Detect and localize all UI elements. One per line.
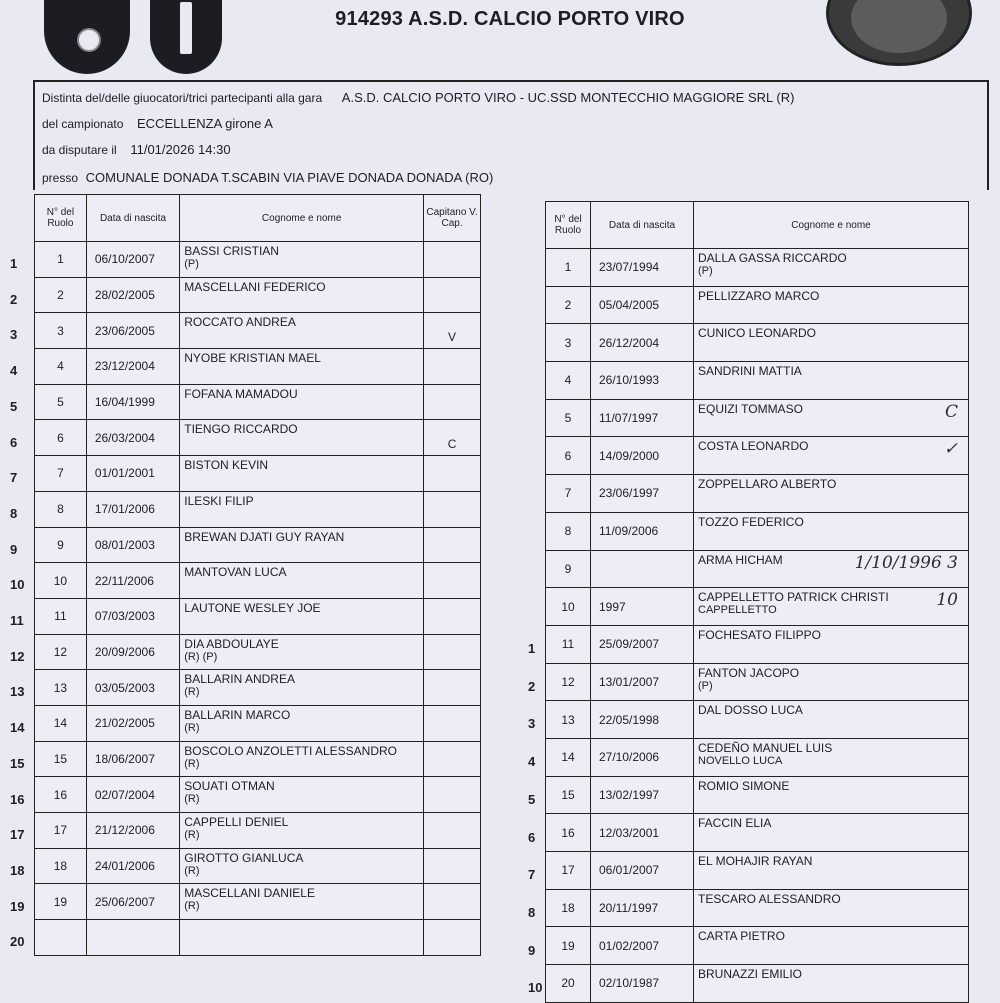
row-marker: 4 (528, 754, 536, 770)
birth-date: 22/11/2006 (86, 563, 179, 599)
player-name-text: MASCELLANI FEDERICO (184, 279, 326, 294)
birth-date: 12/03/2001 (591, 814, 694, 852)
table-row (35, 420, 481, 456)
role-number: 17 (546, 852, 591, 890)
role-number: 10 (546, 588, 591, 626)
row-marker: 12 (10, 648, 25, 664)
table-row (35, 242, 481, 278)
birth-date: 03/05/2003 (86, 670, 179, 706)
player-name (180, 491, 424, 527)
table-row (35, 884, 481, 920)
captain-mark: C (424, 420, 481, 456)
table-row (35, 456, 481, 492)
player-name-text: CAPPELLETTO PATRICK CHRISTI (698, 590, 889, 605)
birth-date: 28/02/2005 (86, 277, 179, 313)
player-name-text: DAL DOSSO LUCA (698, 703, 803, 718)
birth-date: 07/03/2003 (86, 598, 179, 634)
role-number: 3 (546, 324, 591, 362)
player-name (694, 437, 969, 475)
row-marker: 19 (10, 898, 25, 914)
birth-date: 18/06/2007 (86, 741, 179, 777)
role-number: 5 (35, 384, 87, 420)
player-name (694, 663, 969, 701)
player-name (694, 362, 969, 400)
player-name (180, 563, 424, 599)
player-name (180, 634, 424, 670)
player-name (694, 852, 969, 890)
table-row (35, 670, 481, 706)
player-name (694, 588, 969, 626)
birth-date: 23/12/2004 (86, 349, 179, 385)
table-row (546, 852, 969, 890)
birth-date: 25/09/2007 (591, 625, 694, 663)
player-name (180, 777, 424, 813)
role-number (35, 920, 87, 956)
birth-date: 26/03/2004 (86, 420, 179, 456)
player-name-text: DALLA GASSA RICCARDO (698, 251, 847, 265)
player-name-text: FOCHESATO FILIPPO (698, 627, 821, 642)
role-number: 12 (35, 634, 87, 670)
player-role-tag: (R) (184, 829, 200, 841)
table-row (35, 349, 481, 385)
table-row (546, 965, 969, 1003)
col-header-captain: Capitano V. Cap. (424, 195, 481, 242)
captain-mark (424, 491, 481, 527)
row-marker: 15 (10, 755, 25, 771)
role-number: 8 (35, 491, 87, 527)
row-marker: 5 (528, 791, 536, 807)
player-name (694, 965, 969, 1003)
birth-date: 06/10/2007 (86, 242, 179, 278)
federation-crest-icon (150, 0, 222, 74)
player-name-text: ZOPPELLARO ALBERTO (698, 477, 837, 492)
player-name-text: BRUNAZZI EMILIO (698, 967, 803, 982)
row-marker: 17 (10, 827, 25, 843)
role-number: 11 (35, 598, 87, 634)
home-roster-table (34, 194, 481, 956)
col-header-name: Cognome e nome (180, 195, 424, 242)
player-name (180, 313, 424, 349)
role-number: 14 (35, 705, 87, 741)
table-row (35, 741, 481, 777)
table-row (35, 634, 481, 670)
stamp-seal-icon (826, 0, 972, 66)
player-name (694, 701, 969, 739)
birth-date (591, 550, 694, 588)
role-number: 12 (546, 663, 591, 701)
row-marker: 20 (10, 934, 25, 950)
birth-date: 1997 (591, 588, 694, 626)
player-name (180, 705, 424, 741)
table-row (546, 776, 969, 814)
player-name-text: TIENGO RICCARDO (184, 422, 298, 437)
birth-date: 24/01/2006 (86, 848, 179, 884)
player-name-text: SOUATI OTMAN (184, 779, 275, 794)
player-name (180, 277, 424, 313)
captain-mark (424, 920, 481, 956)
table-row (35, 598, 481, 634)
player-role-tag: NOVELLO LUCA (698, 754, 783, 767)
player-name (180, 670, 424, 706)
player-name (694, 776, 969, 814)
player-name (694, 550, 969, 588)
table-row (546, 701, 969, 739)
player-name-text: MASCELLANI DANIELE (184, 886, 315, 901)
birth-date: 02/10/1987 (591, 965, 694, 1003)
table-row (546, 814, 969, 852)
player-role-tag: (P) (698, 265, 713, 277)
row-marker: 9 (10, 541, 18, 557)
handwritten-note: ✓ (943, 439, 958, 460)
birth-date: 13/01/2007 (591, 663, 694, 701)
player-role-tag: (R) (P) (184, 650, 218, 663)
player-name-text: TOZZO FEDERICO (698, 514, 804, 529)
handwritten-note: C (944, 401, 958, 422)
player-name (694, 249, 969, 287)
player-name-text: COSTA LEONARDO (698, 439, 809, 454)
table-row (546, 663, 969, 701)
player-name (694, 512, 969, 550)
player-name (694, 399, 969, 437)
role-number: 19 (35, 884, 87, 920)
handwritten-note: 10 (936, 590, 958, 611)
role-number: 20 (546, 965, 591, 1003)
row-marker: 1 (10, 256, 18, 271)
player-name (180, 242, 424, 278)
role-number: 15 (546, 776, 591, 814)
captain-mark (424, 563, 481, 599)
captain-mark (424, 777, 481, 813)
meta-line-date: da disputare il 11/01/2026 14:30 (42, 142, 231, 157)
row-marker: 7 (528, 867, 536, 883)
birth-date: 25/06/2007 (86, 884, 179, 920)
table-row (35, 848, 481, 884)
player-role-tag: CAPPELLETTO (698, 604, 777, 617)
player-name-text: BALLARIN MARCO (184, 707, 291, 722)
player-name (694, 324, 969, 362)
player-role-tag: (R) (184, 864, 200, 877)
player-role-tag: (R) (184, 900, 200, 913)
birth-date: 23/06/2005 (86, 313, 179, 349)
table-row (35, 563, 481, 599)
player-role-tag: (R) (184, 721, 200, 734)
birth-date (86, 920, 179, 956)
player-name (180, 527, 424, 563)
player-name-text: FACCIN ELIA (698, 816, 772, 831)
table-row (546, 362, 969, 400)
birth-date: 16/04/1999 (86, 384, 179, 420)
player-name-text: CARTA PIETRO (698, 929, 785, 944)
row-marker: 4 (10, 363, 18, 379)
meta-line-match: Distinta del/delle giuocatori/trici partecipanti alla gara A.S.D. CALCIO PORTO VIRO - UC.SSD MONTECCHIO MAGGIORE SRL (R) (42, 90, 795, 105)
role-number: 8 (546, 512, 591, 550)
table-row (546, 625, 969, 663)
birth-date: 14/09/2000 (591, 437, 694, 475)
table-row (546, 399, 969, 437)
role-number: 2 (35, 277, 87, 313)
player-name-text: LAUTONE WESLEY JOE (184, 600, 321, 615)
player-name (180, 920, 424, 956)
captain-mark (424, 527, 481, 563)
player-name-text: FOFANA MAMADOU (184, 386, 298, 401)
player-name (180, 598, 424, 634)
captain-mark (424, 634, 481, 670)
player-name-text: BREWAN DJATI GUY RAYAN (184, 529, 345, 544)
col-header-name: Cognome e nome (694, 202, 969, 249)
birth-date: 23/07/1994 (591, 249, 694, 287)
birth-date: 20/09/2006 (86, 634, 179, 670)
table-row (35, 277, 481, 313)
birth-date: 20/11/1997 (591, 889, 694, 927)
meta-line-championship: del campionato ECCELLENZA girone A (42, 116, 273, 131)
row-marker: 8 (528, 904, 536, 920)
player-role-tag: (R) (184, 686, 200, 699)
table-row (35, 384, 481, 420)
row-marker: 6 (528, 829, 536, 845)
role-number: 15 (35, 741, 87, 777)
captain-mark (424, 741, 481, 777)
row-marker: 2 (528, 678, 536, 694)
row-marker: 14 (10, 720, 25, 736)
player-name (694, 814, 969, 852)
row-marker: 8 (10, 505, 18, 521)
player-role-tag: (P) (184, 258, 199, 270)
birth-date: 27/10/2006 (591, 738, 694, 776)
table-row (546, 512, 969, 550)
table-row (546, 475, 969, 513)
player-name (694, 475, 969, 513)
role-number: 13 (546, 701, 591, 739)
player-name-text: ARMA HICHAM (698, 552, 783, 567)
player-name-text: GIROTTO GIANLUCA (184, 850, 304, 865)
captain-mark (424, 848, 481, 884)
role-number: 18 (546, 889, 591, 927)
player-name-text: PELLIZZARO MARCO (698, 288, 820, 303)
player-name-text: SANDRINI MATTIA (698, 364, 802, 379)
captain-mark (424, 456, 481, 492)
role-number: 9 (35, 527, 87, 563)
birth-date: 05/04/2005 (591, 286, 694, 324)
row-marker: 5 (10, 398, 18, 414)
role-number: 4 (35, 349, 87, 385)
col-header-num: N° del Ruolo (546, 202, 591, 249)
captain-mark (424, 813, 481, 849)
table-row (35, 920, 481, 956)
birth-date: 01/02/2007 (591, 927, 694, 965)
role-number: 16 (546, 814, 591, 852)
row-marker: 1 (528, 641, 536, 656)
birth-date: 23/06/1997 (591, 475, 694, 513)
birth-date: 06/01/2007 (591, 852, 694, 890)
table-row (546, 286, 969, 324)
player-name-text: CEDEÑO MANUEL LUIS (698, 740, 833, 755)
player-name (180, 349, 424, 385)
away-roster-table (545, 201, 969, 1003)
role-number: 6 (546, 437, 591, 475)
player-name (694, 889, 969, 927)
role-number: 18 (35, 848, 87, 884)
birth-date: 17/01/2006 (86, 491, 179, 527)
role-number: 4 (546, 362, 591, 400)
role-number: 1 (546, 249, 591, 287)
row-marker: 11 (10, 613, 24, 628)
birth-date: 11/09/2006 (591, 512, 694, 550)
table-row (546, 437, 969, 475)
role-number: 5 (546, 399, 591, 437)
table-row (35, 777, 481, 813)
player-name-text: BALLARIN ANDREA (184, 672, 295, 687)
table-row (35, 527, 481, 563)
player-name (180, 813, 424, 849)
player-name (180, 741, 424, 777)
player-name (694, 738, 969, 776)
handwritten-note: 1/10/1996 3 (854, 552, 958, 573)
row-marker: 10 (528, 980, 543, 996)
role-number: 7 (35, 456, 87, 492)
meta-line-venue: presso COMUNALE DONADA T.SCABIN VIA PIAVE DONADA DONADA (RO) (42, 170, 494, 185)
player-name (180, 420, 424, 456)
col-header-date: Data di nascita (86, 195, 179, 242)
row-marker: 10 (10, 577, 25, 593)
player-name-text: BOSCOLO ANZOLETTI ALESSANDRO (184, 743, 397, 758)
player-role-tag: (R) (184, 793, 200, 806)
captain-mark (424, 705, 481, 741)
table-row (546, 249, 969, 287)
captain-mark (424, 277, 481, 313)
player-name-text: BISTON KEVIN (184, 458, 269, 473)
table-row (546, 927, 969, 965)
birth-date: 21/02/2005 (86, 705, 179, 741)
birth-date: 02/07/2004 (86, 777, 179, 813)
player-name-text: NYOBE KRISTIAN MAEL (184, 351, 321, 366)
captain-mark (424, 598, 481, 634)
row-marker: 7 (10, 470, 18, 486)
birth-date: 26/12/2004 (591, 324, 694, 362)
role-number: 6 (35, 420, 87, 456)
captain-mark (424, 349, 481, 385)
captain-mark (424, 384, 481, 420)
role-number: 13 (35, 670, 87, 706)
table-row (546, 550, 969, 588)
table-row (546, 588, 969, 626)
player-name-text: MANTOVAN LUCA (184, 565, 287, 580)
row-marker: 3 (10, 327, 18, 343)
row-marker: 18 (10, 862, 25, 878)
club-crest-left-icon (44, 0, 130, 74)
birth-date: 13/02/1997 (591, 776, 694, 814)
role-number: 17 (35, 813, 87, 849)
col-header-num: N° del Ruolo (35, 195, 87, 242)
row-marker: 3 (528, 716, 536, 732)
row-marker: 2 (10, 291, 18, 307)
col-header-date: Data di nascita (591, 202, 694, 249)
player-name (180, 884, 424, 920)
player-name (694, 927, 969, 965)
player-name-text: CAPPELLI DENIEL (184, 815, 289, 829)
player-name-text: ROCCATO ANDREA (184, 315, 296, 330)
table-row (35, 705, 481, 741)
role-number: 19 (546, 927, 591, 965)
player-name-text: TESCARO ALESSANDRO (698, 891, 841, 906)
player-name-text: BASSI CRISTIAN (184, 244, 279, 258)
player-name-text: ILESKI FILIP (184, 493, 254, 508)
birth-date: 21/12/2006 (86, 813, 179, 849)
player-name (180, 456, 424, 492)
role-number: 10 (35, 563, 87, 599)
captain-mark (424, 670, 481, 706)
table-row (546, 738, 969, 776)
player-name-text: FANTON JACOPO (698, 665, 800, 680)
birth-date: 11/07/1997 (591, 399, 694, 437)
player-name (694, 625, 969, 663)
role-number: 7 (546, 475, 591, 513)
role-number: 11 (546, 625, 591, 663)
player-name-text: EL MOHAJIR RAYAN (698, 854, 813, 868)
row-marker: 9 (528, 942, 536, 958)
captain-mark (424, 884, 481, 920)
player-name-text: CUNICO LEONARDO (698, 326, 817, 341)
player-role-tag: (P) (698, 679, 713, 692)
birth-date: 26/10/1993 (591, 362, 694, 400)
table-row (35, 491, 481, 527)
player-name (694, 286, 969, 324)
captain-mark: V (424, 313, 481, 349)
player-name (180, 848, 424, 884)
birth-date: 01/01/2001 (86, 456, 179, 492)
ball-icon (77, 28, 101, 52)
player-role-tag: (R) (184, 757, 200, 770)
row-marker: 13 (10, 684, 25, 700)
birth-date: 08/01/2003 (86, 527, 179, 563)
table-row (35, 813, 481, 849)
table-row (546, 889, 969, 927)
table-row (546, 324, 969, 362)
role-number: 14 (546, 738, 591, 776)
role-number: 3 (35, 313, 87, 349)
row-marker: 16 (10, 791, 25, 807)
player-name-text: DIA ABDOULAYE (184, 636, 279, 651)
table-row (35, 313, 481, 349)
role-number: 2 (546, 286, 591, 324)
row-marker: 6 (10, 434, 18, 450)
player-name-text: EQUIZI TOMMASO (698, 401, 803, 416)
player-name (180, 384, 424, 420)
captain-mark (424, 242, 481, 278)
role-number: 16 (35, 777, 87, 813)
role-number: 1 (35, 242, 87, 278)
player-name-text: ROMIO SIMONE (698, 778, 790, 793)
birth-date: 22/05/1998 (591, 701, 694, 739)
role-number: 9 (546, 550, 591, 588)
document-title: 914293 A.S.D. CALCIO PORTO VIRO (335, 8, 685, 30)
